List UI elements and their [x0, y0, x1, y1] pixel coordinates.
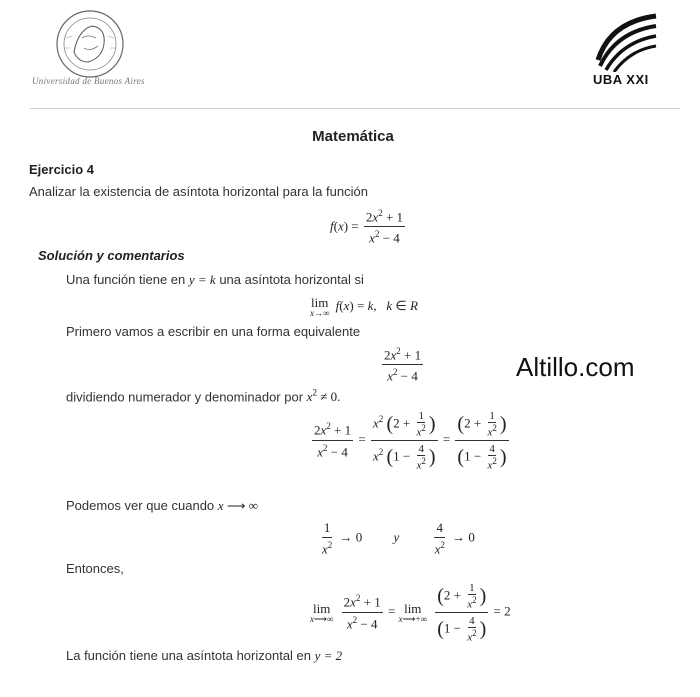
solution-heading: Solución y comentarios: [38, 248, 185, 263]
uba-xxi-logo: [590, 12, 660, 72]
solution-line-4: [66, 498, 258, 514]
solution-line-6: [66, 648, 342, 664]
line6-math: y = 2: [314, 648, 343, 663]
watermark: Altillo.com: [516, 352, 635, 382]
exercise-prompt: Analizar la existencia de asíntota horizontal para la función: [29, 184, 368, 199]
limits-to-zero: $\frac{1}{x^2}$ → 0 y $\frac{4}{x^2}$ → 0: [322, 520, 475, 557]
division-equation: $\frac{2x^2 + 1}{x^2 - 4}$ = $x^2$ (2 + $\frac{1}{x^2}$ ) $x^2$ (1 − $\frac{4}{x^2}$ ) = (2 + $\frac{1}{x^2}$ ) (1 − $\frac{4}{x^2}$ ): [314, 410, 507, 472]
line1-text: Una función tiene en: [66, 272, 186, 287]
limit-definition: lim x→∞ f(x) = k, k ∈ R: [310, 295, 418, 318]
header-divider: [30, 108, 680, 109]
exercise-heading: Ejercicio 4: [29, 162, 95, 177]
page-title: Matemática: [312, 128, 394, 145]
seal-caption: Universidad de Buenos Aires: [32, 76, 145, 86]
line3-text: dividiendo numerador y denominador por: [66, 389, 304, 405]
final-limit: lim x⟶∞ $\frac{2x^2 + 1}{x^2 - 4}$ = lim x⟶+∞ (2 + $\frac{1}{x^2}$ ) (1 − $\frac{4}{x^2}$ ) = 2: [310, 582, 511, 644]
solution-line-3: [66, 388, 340, 405]
line4-math: x ⟶ ∞: [217, 498, 258, 513]
line6-text: La función tiene una asíntota horizontal en: [66, 648, 312, 663]
line1-math: y = k: [188, 272, 216, 287]
line3-math: $x^2 \ne 0$.: [306, 388, 341, 405]
line4-text: Podemos ver que cuando: [66, 498, 215, 513]
solution-line-2: Primero vamos a escribir en una forma equivalente: [66, 324, 361, 339]
brand-text: UBA XXI: [593, 72, 649, 87]
solution-line-1: [66, 272, 364, 288]
university-seal: [52, 8, 128, 80]
line1-end: una asíntota horizontal si: [219, 272, 364, 287]
equivalent-fraction: $\frac{2x^2 + 1}{x^2 - 4}$: [384, 346, 422, 384]
function-equation: f(x) = $\frac{2x^2 + 1}{x^2 - 4}$: [330, 208, 404, 246]
solution-line-5: Entonces,: [66, 561, 124, 576]
